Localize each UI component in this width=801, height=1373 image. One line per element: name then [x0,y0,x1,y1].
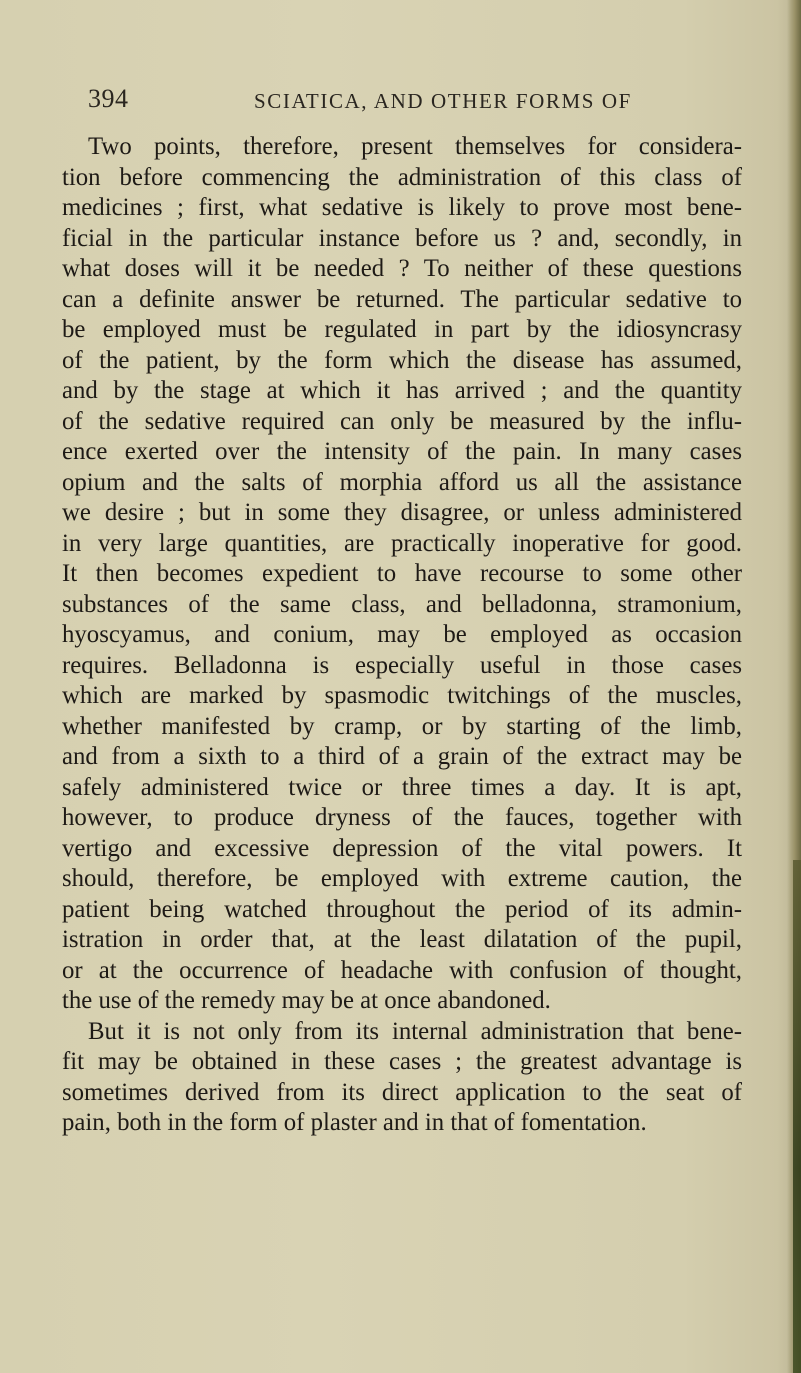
text-line: fit may be obtained in these cases ; the greatest advantage is [62,1048,742,1075]
text-line: whether manifested by cramp, or by starting of the limb, [62,712,742,740]
page-number: 394 [88,84,129,113]
text-line: and by the stage at which it has arrived ; and the quantity [62,377,742,404]
text-line: But it is not only from its internal administration that bene- [88,1017,742,1045]
text-line: what doses will it be needed ? To neither of these questions [62,255,742,282]
text-line: hyoscyamus, and conium, may be employed as occasion [62,621,742,648]
page-edge-binding [793,860,801,1373]
text-line: be employed must be regulated in part by the idiosyncrasy [62,316,742,343]
page-header [0,84,801,124]
text-line: of the sedative required can only be measured by the influ- [62,407,742,435]
text-line: pain, both in the form of plaster and in that of fomentation. [62,1109,647,1136]
text-line: and from a sixth to a third of a grain of the extract may be [62,743,742,770]
text-line: we desire ; but in some they disagree, or unless administered [62,499,742,526]
text-line: substances of the same class, and belladonna, stramonium, [62,590,742,618]
text-line: opium and the salts of morphia afford us all the assistance [62,468,742,496]
text-line: or at the occurrence of headache with confusion of thought, [62,956,742,984]
text-line: in very large quantities, are practically inoperative for good. [62,529,742,557]
text-line: patient being watched throughout the period of its admin- [62,895,742,923]
text-line: vertigo and excessive depression of the vital powers. It [62,834,742,862]
text-line: which are marked by spasmodic twitchings of the muscles, [62,682,742,709]
text-line: ence exerted over the intensity of the pain. In many cases [62,438,742,465]
text-line: istration in order that, at the least dilatation of the pupil, [62,926,742,953]
body-text [62,132,742,1139]
text-line: ficial in the particular instance before us ? and, secondly, in [62,224,742,252]
text-line: medicines ; first, what sedative is likely to prove most bene- [62,194,742,221]
text-line: sometimes derived from its direct application to the seat of [62,1078,742,1106]
text-line: should, therefore, be employed with extreme caution, the [62,865,742,892]
paragraph [62,1017,742,1139]
text-line: however, to produce dryness of the fauces, together with [62,804,742,831]
text-line: the use of the remedy may be at once abandoned. [62,987,551,1014]
text-line: It then becomes expedient to have recourse to some other [62,560,742,587]
text-line: tion before commencing the administration of this class of [62,163,742,191]
text-line: can a definite answer be returned. The particular sedative to [62,285,742,313]
paragraph [62,132,742,1017]
text-line: safely administered twice or three times a day. It is apt, [62,773,742,801]
text-line: Two points, therefore, present themselves for considera- [88,133,742,160]
text-line: requires. Belladonna is especially useful in those cases [62,651,742,679]
running-head: SCIATICA, AND OTHER FORMS OF [254,89,632,113]
text-line: of the patient, by the form which the disease has assumed, [62,346,742,374]
